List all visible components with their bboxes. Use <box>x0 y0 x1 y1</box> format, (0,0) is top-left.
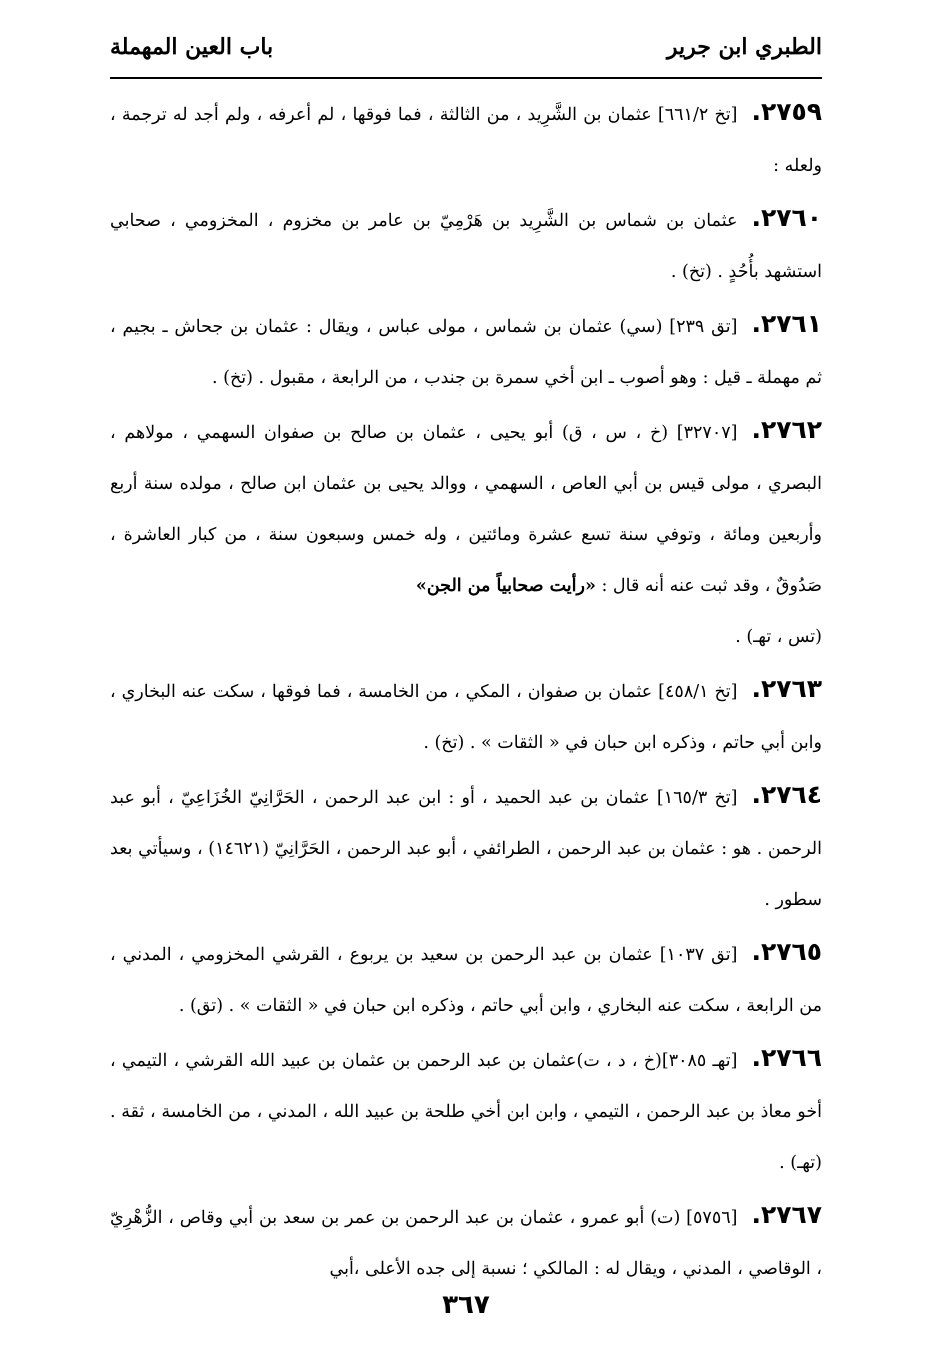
entry-2764 <box>110 769 822 926</box>
entry-number: ٢٧٦٤. <box>751 780 822 809</box>
entry-quote: «رأيت صحابياً من الجن» <box>415 576 596 596</box>
entry-text: [تهـ ٣٠٨٥](خ ، د ، ت)عثمان بن عبد الرحمن بن عثمان بن عبيد الله القرشي ، التيمي ، أخو معاذ بن عبد الرحمن ، التيمي ، وابن ابن أخي طلحة بن عبيد الله ، المدني ، من الخامسة ، ثقة . (تهـ) . <box>110 1051 822 1173</box>
entry-text: [تق ٢٣٩] (سي) عثمان بن شماس ، مولى عباس ، ويقال : عثمان بن جحاش ـ بجيم ، ثم مهملة ـ قيل : وهو أصوب ـ ابن أخي سمرة بن جندب ، من الرابعة ، مقبول . (تخ) . <box>110 317 822 388</box>
entries-list <box>110 86 822 1295</box>
entry-number: ٢٧٦٣. <box>751 674 822 703</box>
entry-number: ٢٧٦٢. <box>751 415 822 444</box>
entry-text-after: (تس ، تهـ) . <box>735 627 822 647</box>
entry-2762 <box>110 404 822 663</box>
header-book-title: الطبري ابن جرير <box>666 34 822 60</box>
running-header <box>110 28 822 68</box>
entry-2759 <box>110 86 822 192</box>
entry-text: [٣٢٧٠٧] (خ ، س ، ق) أبو يحيى ، عثمان بن صالح بن صفوان السهمي ، مولاهم ، البصري ، مولى قيس بن أبي العاص ، السهمي ، ووالد يحيى بن عثمان ابن صالح ، مولده سنة أربع وأربعين ومائة ، وتوفي سنة تسع عشرة ومائتين ، وله خمس وسبعون سنة ، من كبار العاشرة ، صَدُوقٌ ، وقد ثبت عنه أنه قال : <box>110 423 822 596</box>
entry-2767 <box>110 1189 822 1295</box>
entry-text: عثمان بن شماس بن الشَّرِيد بن هَرْمِيّ بن عامر بن مخزوم ، المخزومي ، صحابي استشهد بأُحُدٍ . (تخ) . <box>110 211 822 282</box>
entry-number: ٢٧٦١. <box>751 309 823 338</box>
entry-number: ٢٧٥٩. <box>751 97 823 126</box>
entry-2765 <box>110 926 822 1032</box>
entry-text: [تخ ٤٥٨/١] عثمان بن صفوان ، المكي ، من الخامسة ، فما فوقها ، سكت عنه البخاري ، وابن أبي حاتم ، وذكره ابن حبان في « الثقات » . (تخ) . <box>110 682 822 753</box>
entry-2763 <box>110 663 822 769</box>
entry-text: [تخ ١٦٥/٣] عثمان بن عبد الحميد ، أو : ابن عبد الرحمن ، الحَرَّانِيّ الخُزَاعِيّ ، أبو عبد الرحمن . هو : عثمان بن عبد الرحمن ، الطرائفي ، أبو عبد الرحمن ، الحَرَّانِيّ (١٤٦٢١) ، وسيأتي بعد سطور . <box>110 788 822 910</box>
entry-number: ٢٧٦٦. <box>751 1043 822 1072</box>
entry-number: ٢٧٦٥. <box>751 937 823 966</box>
entry-text: [٥٧٥٦] (ت) أبو عمرو ، عثمان بن عبد الرحمن بن عمر بن سعد بن أبي وقاص ، الزُّهْرِيّ ، الوقاصي ، المدني ، ويقال له : المالكي ؛ نسبة إلى جده الأعلى ،أبي <box>110 1208 822 1279</box>
entry-number: ٢٧٦٧. <box>751 1200 822 1229</box>
header-chapter-title: باب العين المهملة <box>110 34 274 60</box>
entry-2766 <box>110 1032 822 1189</box>
entry-number: ٢٧٦٠. <box>751 203 822 232</box>
entry-2761 <box>110 298 822 404</box>
entry-2760 <box>110 192 822 298</box>
entry-text: [تخ ٦٦١/٢] عثمان بن الشَّرِيد ، من الثالثة ، فما فوقها ، لم أعرفه ، ولم أجد له ترجمة ، ولعله : <box>110 105 822 176</box>
header-rule <box>110 77 822 79</box>
page-number: ٣٦٧ <box>442 1290 490 1320</box>
entry-text: [تق ١٠٣٧] عثمان بن عبد الرحمن بن سعيد بن يربوع ، القرشي المخزومي ، المدني ، من الرابعة ، سكت عنه البخاري ، وابن أبي حاتم ، وذكره ابن حبان في « الثقات » . (تق) . <box>110 945 822 1016</box>
